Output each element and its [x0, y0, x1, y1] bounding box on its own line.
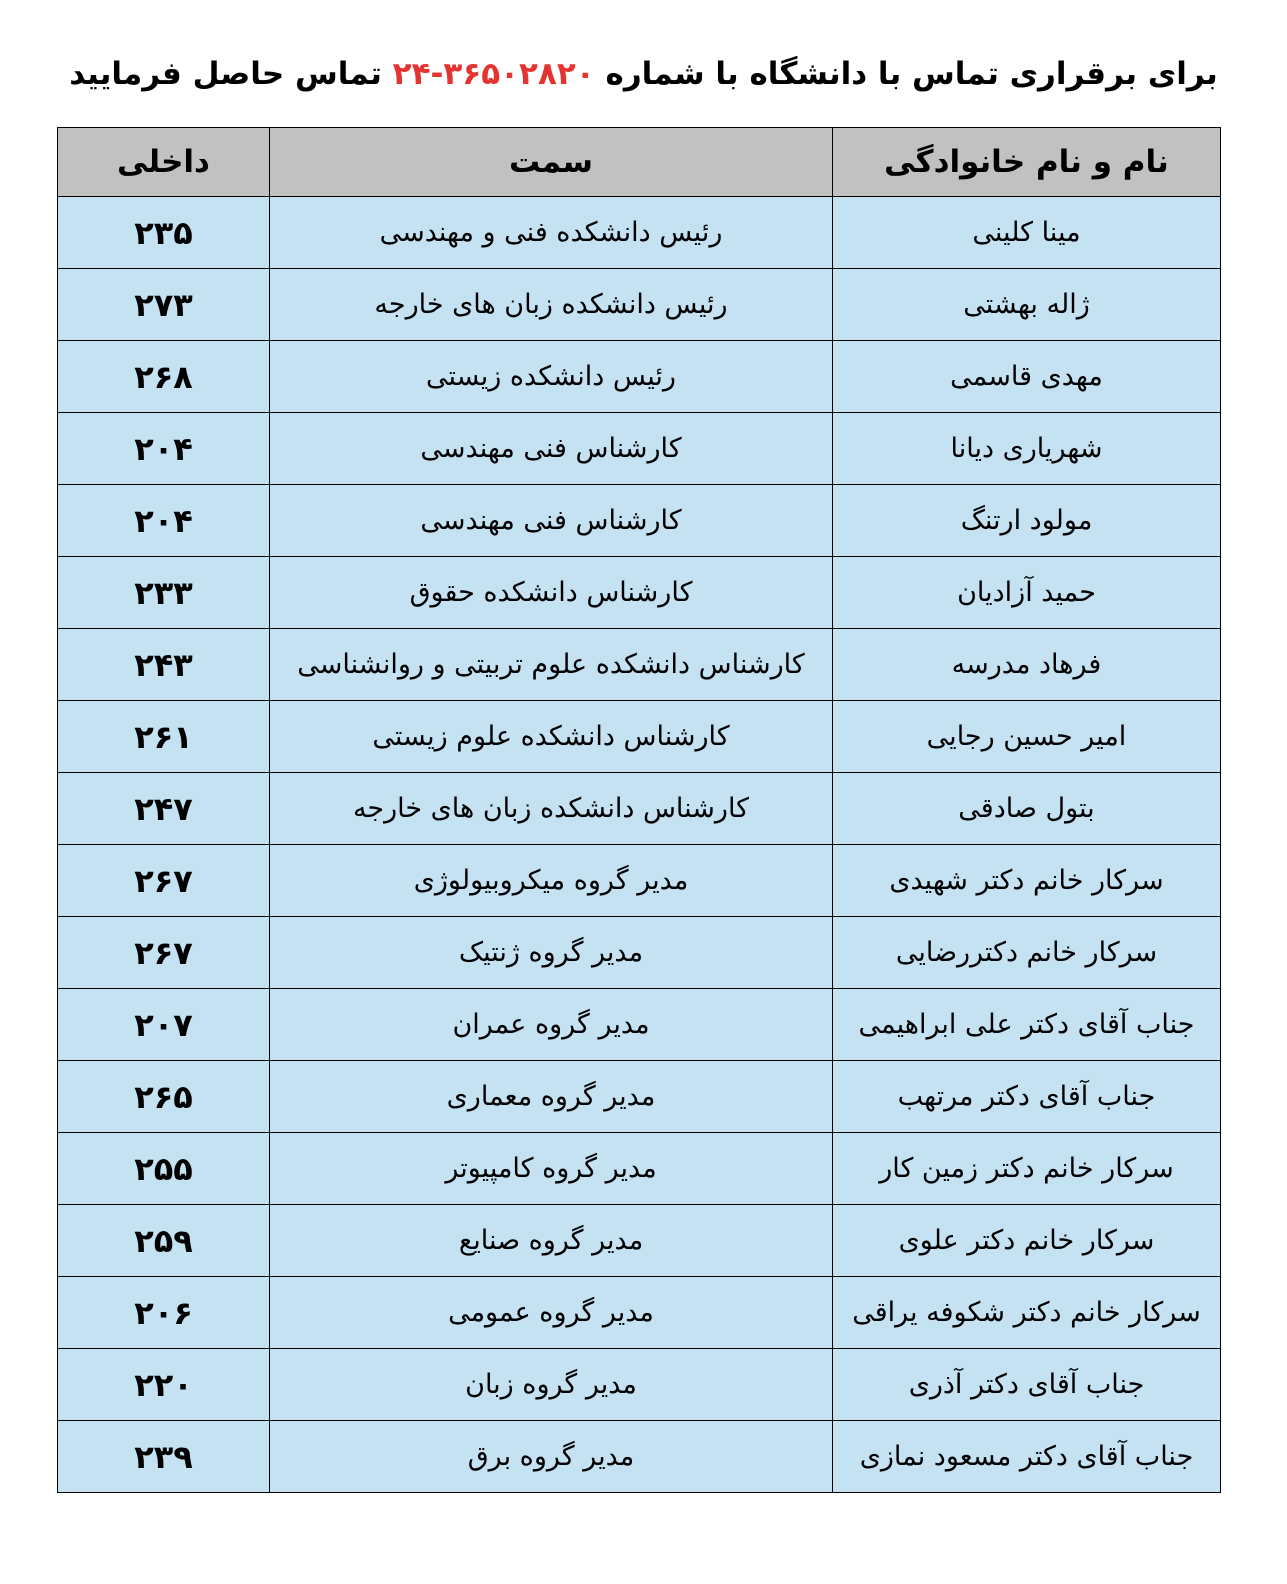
extension-cell: ۲۳۳	[58, 557, 270, 629]
header-row	[58, 128, 1221, 197]
table-row	[58, 917, 1221, 989]
position-cell: مدیر گروه صنایع	[270, 1205, 833, 1277]
table-row	[58, 845, 1221, 917]
table-body	[58, 197, 1221, 1493]
extension-cell: ۲۵۵	[58, 1133, 270, 1205]
position-cell: کارشناس دانشکده علوم تربیتی و روانشناسی	[270, 629, 833, 701]
extension-cell: ۲۶۸	[58, 341, 270, 413]
position-cell: رئیس دانشکده زیستی	[270, 341, 833, 413]
name-cell: شهریاری دیانا	[833, 413, 1221, 485]
extension-cell: ۲۳۹	[58, 1421, 270, 1493]
name-cell: جناب آقای دکتر مسعود نمازی	[833, 1421, 1221, 1493]
position-cell: مدیر گروه ژنتیک	[270, 917, 833, 989]
page-title	[60, 44, 1227, 104]
table-row	[58, 773, 1221, 845]
table-header	[58, 128, 1221, 197]
position-cell: کارشناس دانشکده علوم زیستی	[270, 701, 833, 773]
position-cell: کارشناس فنی مهندسی	[270, 485, 833, 557]
table-row	[58, 989, 1221, 1061]
table-row	[58, 413, 1221, 485]
title-text-start: برای برقراری تماس با دانشگاه با شماره	[605, 56, 1218, 92]
name-cell: سرکار خانم دکتر علوی	[833, 1205, 1221, 1277]
name-cell: مولود ارتنگ	[833, 485, 1221, 557]
extension-cell: ۲۳۵	[58, 197, 270, 269]
table-row	[58, 1349, 1221, 1421]
table-row	[58, 1061, 1221, 1133]
extension-cell: ۲۶۷	[58, 917, 270, 989]
position-cell: مدیر گروه زبان	[270, 1349, 833, 1421]
extension-cell: ۲۷۳	[58, 269, 270, 341]
table-row	[58, 1133, 1221, 1205]
extension-cell: ۲۰۶	[58, 1277, 270, 1349]
name-cell: جناب آقای دکتر علی ابراهیمی	[833, 989, 1221, 1061]
position-cell: مدیر گروه کامپیوتر	[270, 1133, 833, 1205]
extension-cell: ۲۶۵	[58, 1061, 270, 1133]
university-phone-number: ۲۴-۳۶۵۰۲۸۲۰	[392, 56, 595, 92]
position-cell: مدیر گروه معماری	[270, 1061, 833, 1133]
position-cell: رئیس دانشکده زبان های خارجه	[270, 269, 833, 341]
table-row	[58, 197, 1221, 269]
extension-cell: ۲۲۰	[58, 1349, 270, 1421]
column-header-extension: داخلی	[58, 128, 270, 197]
position-cell: مدیر گروه عمومی	[270, 1277, 833, 1349]
extension-cell: ۲۰۷	[58, 989, 270, 1061]
position-cell: رئیس دانشکده فنی و مهندسی	[270, 197, 833, 269]
table-row	[58, 557, 1221, 629]
position-cell: مدیر گروه میکروبیولوژی	[270, 845, 833, 917]
name-cell: ژاله بهشتی	[833, 269, 1221, 341]
column-header-position: سمت	[270, 128, 833, 197]
position-cell: کارشناس دانشکده زبان های خارجه	[270, 773, 833, 845]
name-cell: جناب آقای دکتر مرتهب	[833, 1061, 1221, 1133]
extension-cell: ۲۶۱	[58, 701, 270, 773]
extension-cell: ۲۶۷	[58, 845, 270, 917]
column-header-name: نام و نام خانوادگی	[833, 128, 1221, 197]
name-cell: مینا کلینی	[833, 197, 1221, 269]
table-row	[58, 1205, 1221, 1277]
title-text-end: تماس حاصل فرمایید	[69, 56, 382, 92]
table-row	[58, 1277, 1221, 1349]
table-row	[58, 701, 1221, 773]
name-cell: امیر حسین رجایی	[833, 701, 1221, 773]
position-cell: مدیر گروه عمران	[270, 989, 833, 1061]
contacts-table	[57, 127, 1221, 1493]
position-cell: کارشناس دانشکده حقوق	[270, 557, 833, 629]
name-cell: بتول صادقی	[833, 773, 1221, 845]
extension-cell: ۲۰۴	[58, 413, 270, 485]
name-cell: سرکار خانم دکتررضایی	[833, 917, 1221, 989]
extension-cell: ۲۵۹	[58, 1205, 270, 1277]
extension-cell: ۲۴۳	[58, 629, 270, 701]
name-cell: سرکار خانم دکتر شهیدی	[833, 845, 1221, 917]
extension-cell: ۲۰۴	[58, 485, 270, 557]
extension-cell: ۲۴۷	[58, 773, 270, 845]
name-cell: حمید آزادیان	[833, 557, 1221, 629]
position-cell: کارشناس فنی مهندسی	[270, 413, 833, 485]
name-cell: سرکار خانم دکتر شکوفه یراقی	[833, 1277, 1221, 1349]
table-row	[58, 269, 1221, 341]
table-row	[58, 341, 1221, 413]
name-cell: سرکار خانم دکتر زمین کار	[833, 1133, 1221, 1205]
name-cell: فرهاد مدرسه	[833, 629, 1221, 701]
table-row	[58, 629, 1221, 701]
name-cell: مهدی قاسمی	[833, 341, 1221, 413]
table-row	[58, 1421, 1221, 1493]
table-row	[58, 485, 1221, 557]
name-cell: جناب آقای دکتر آذری	[833, 1349, 1221, 1421]
position-cell: مدیر گروه برق	[270, 1421, 833, 1493]
